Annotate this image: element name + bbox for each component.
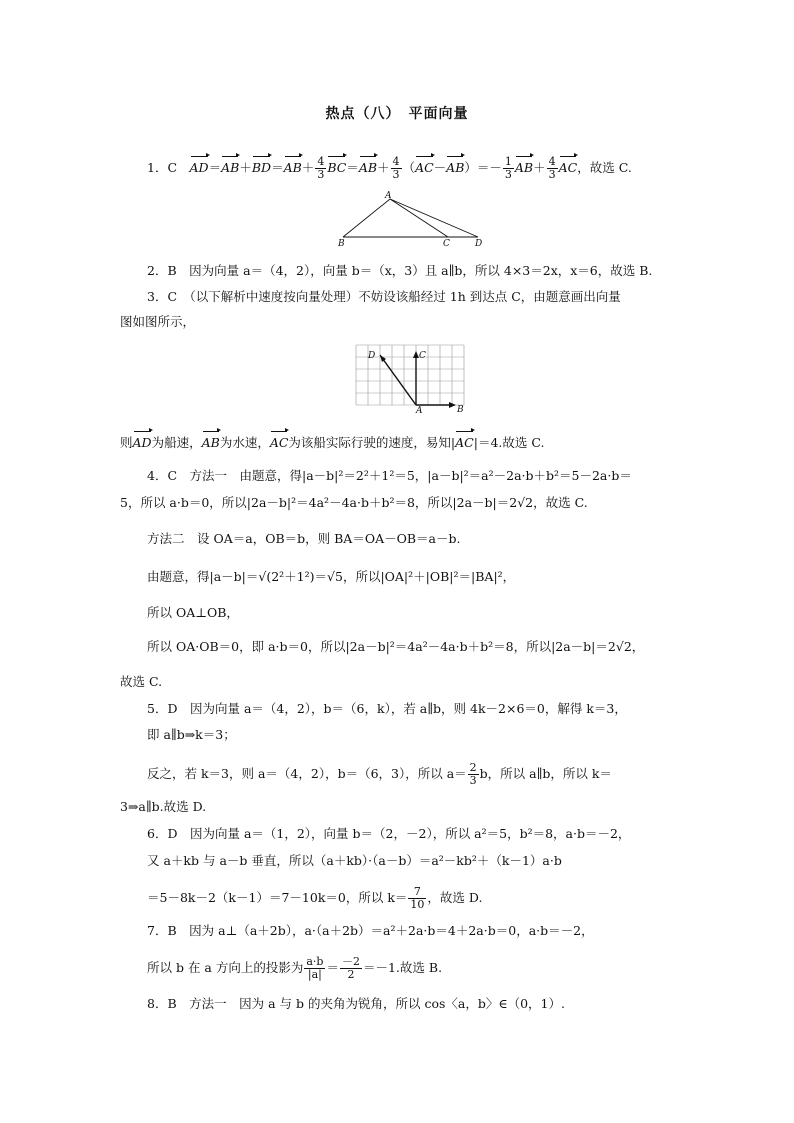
fraction: $\frac{2}{3}$ [469,761,477,787]
label-B: B [457,405,464,415]
vec-AB: AB [221,160,240,175]
q1-prefix: 1．C [147,160,190,175]
q5-line-1: 5．D 因为向量 a＝（4，2），b＝（6，k），若 a∥b，则 4k－2×6＝0，解得 k＝3， [147,701,627,716]
q5-line-4: 3⇒a∥b.故选 D. [120,799,207,814]
q5-line-2: 即 a∥b⇒k＝3； [147,727,236,742]
vec-AB: AB [358,160,378,175]
vec-AB: AB [446,160,465,175]
vec-AB: AB [283,160,302,175]
page-title: 热点（八） 平面向量 [325,106,469,122]
q4-line-3: 方法二 设 OA＝a，OB＝b，则 BA＝OA－OB＝a－b. [147,531,461,546]
q4-line-6: 所以 OA·OB＝0，即 a·b＝0，所以|2a－b|²＝4a²－4a·b＋b²＝8，所以|2a－b|＝2√2， [147,639,645,654]
fraction: $\frac{7}{10}$ [410,885,425,911]
label-C: C [419,351,426,361]
fraction: $\frac{4}{3}$ [317,155,325,181]
q7-line-2: 所以 b 在 a 方向上的投影为 $\frac{a\cdot b}{|a|}$ ＝ $\frac{-2}{2}$ ＝－1.故选 B. [147,955,443,981]
q6-line-2: 又 a＋kb 与 a－b 垂直，所以（a＋kb）·（a－b）＝a²－kb²＋（k－1）a·b [147,853,562,868]
q5-line-3: 反之，若 k＝3，则 a＝（4，2），b＝（6，3），所以 a＝ $\frac{2}{3}$ b，所以 a∥b，所以 k＝ [147,761,612,787]
vec-AB: AB [514,160,534,175]
q2-line: 2．B 因为向量 a＝（4，2），向量 b＝（x，3）且 a∥b，所以 4×3＝2x，x＝6，故选 B. [147,263,653,278]
q4-line-4: 由题意，得|a－b|＝√(2²＋1²)＝√5，所以|OA|²＋|OB|²＝|BA|²， [147,569,516,584]
fraction: $\frac{a\cdot b}{|a|}$ [306,955,324,981]
label-C: C [443,239,450,248]
vec-AC: AC [558,160,578,175]
q1-line: 1．C AD＝AB＋BD＝AB＋ $\frac{4}{3}$ BC＝AB＋ $\frac{4}{3}$ （AC－AB）＝－ $\frac{1}{3}$ AB＋ $\frac{4}{3}$ AC，故选 C. [147,155,632,181]
q8-line: 8．B 方法一 因为 a 与 b 的夹角为锐角，所以 cos〈a，b〉∈（0，1）. [147,996,565,1011]
triangle-figure [335,190,485,248]
vec-BD: BD [251,160,272,175]
fraction: $\frac{4}{3}$ [548,155,556,181]
vector-grid-figure [352,341,470,415]
q4-line-5: 所以 OA⊥OB， [147,605,239,620]
q3-line-3: 则AD为船速，AB为水速，AC为该船实际行驶的速度，易知|AC|＝4.故选 C. [120,435,545,450]
label-A: A [416,406,423,415]
q1-suffix: ，故选 C. [577,160,632,175]
q3-line-2: 图如图所示， [120,314,196,329]
label-D: D [475,239,483,248]
fraction: $\frac{4}{3}$ [392,155,400,181]
q4-line-2: 5，所以 a·b＝0，所以|2a－b|²＝4a²－4a·b＋b²＝8，所以|2a－b|＝2√2，故选 C. [120,495,588,510]
fraction: $\frac{-2}{2}$ [341,955,360,981]
q6-line-3: ＝5－8k－2（k－1）＝7－10k＝0，所以 k＝ $\frac{7}{10}$ ，故选 D. [147,885,483,911]
q6-line-1: 6．D 因为向量 a＝（1，2），向量 b＝（2，－2），所以 a²＝5，b²＝8，a·b＝－2， [147,826,631,841]
vec-AD: AD [189,160,209,175]
q4-line-1: 4．C 方法一 由题意，得|a－b|²＝2²＋1²＝5，|a－b|²＝a²－2a·b＋b²＝5－2a·b＝ [147,468,632,483]
label-D: D [368,351,376,361]
vec-AC: AC [415,160,434,175]
label-B: B [338,239,345,248]
q3-line-1: 3．C （以下解析中速度按向量处理）不妨设该船经过 1h 到达点 C，由题意画出向量 [147,289,621,304]
label-A: A [385,191,392,201]
q7-line-1: 7．B 因为 a⊥（a＋2b），a·（a＋2b）＝a²＋2a·b＝4＋2a·b＝0，a·b＝－2， [147,923,594,938]
q4-line-7: 故选 C. [120,674,163,689]
vec-BC: BC [327,160,347,175]
fraction: $\frac{1}{3}$ [504,155,512,181]
